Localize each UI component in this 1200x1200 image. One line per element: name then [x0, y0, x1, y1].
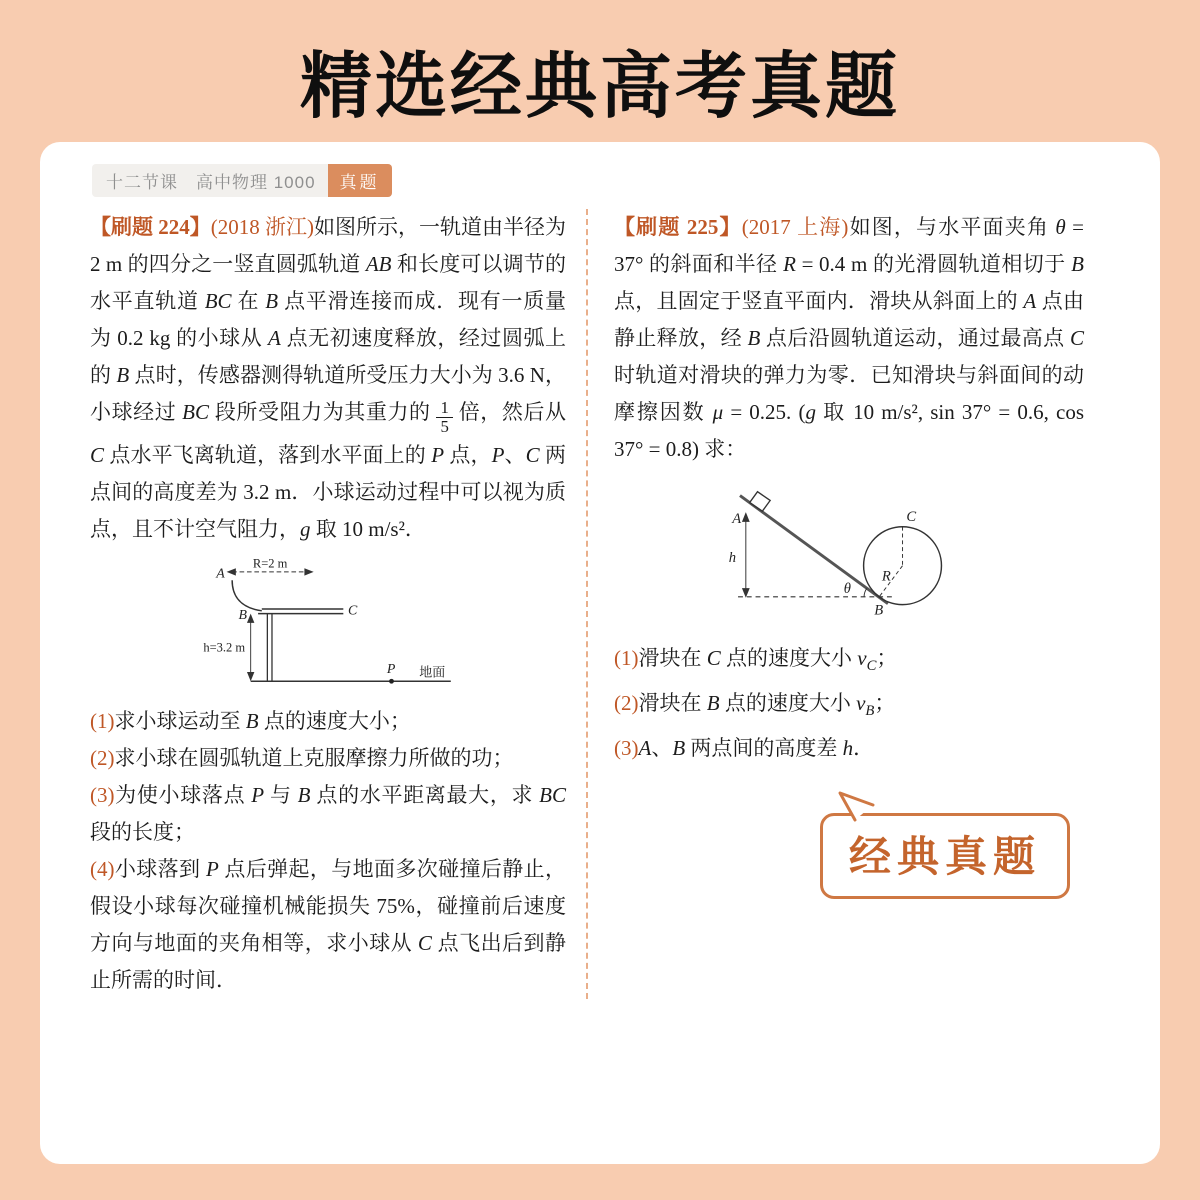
- theta-arc: [864, 588, 867, 597]
- radius-label: R=2 m: [252, 557, 287, 571]
- question-224-2: [90, 740, 566, 777]
- bubble-text: 经典真题: [848, 833, 1041, 881]
- block-icon: [750, 492, 770, 511]
- problem-224-section: [90, 209, 586, 999]
- point-c-label: C: [347, 603, 357, 619]
- question-text: 滑块在 B 点的速度大小 $v_B$；: [638, 691, 896, 720]
- question-225-3: [614, 730, 1084, 767]
- radius-arrow-right-icon: [304, 568, 313, 575]
- classic-question-bubble: [820, 813, 1070, 899]
- point-a-label: A: [732, 510, 742, 527]
- problem-224-body: 如图所示，一轨道由半径为 2 m 的四分之一竖直圆弧轨道 AB 和长度可以调节的水平直轨道 BC 在 B 点平滑连接而成．现有一质量为 0.2 kg 的小球从 A 点无初速度释放，经过圆弧上的 B 点时，传感器测得轨道所受压力大小为 3.6 N，小球经过 BC 段所受阻力为其重力的 $\frac{1}{5}$ 倍，然后从 C 点水平飞离轨道，落到水平面上的 P 点，P、C 两点间的高度差为 3.2 m．小球运动过程中可以视为质点，且不计空气阻力，g 取 10 m/s²．: [90, 215, 567, 541]
- question-number: (3): [614, 736, 639, 761]
- question-text: 求小球在圆弧轨道上克服摩擦力所做的功；: [114, 745, 514, 770]
- incline-diagram: [703, 480, 995, 628]
- question-number: (1): [90, 708, 115, 733]
- point-b-label: B: [237, 608, 247, 624]
- series-badge: 真题: [328, 164, 392, 197]
- problem-225-source: (2017 上海): [741, 215, 849, 239]
- problem-225-paragraph: [614, 209, 1084, 468]
- question-number: (1): [614, 646, 639, 670]
- question-225-1: [614, 640, 1084, 685]
- question-text: 小球落到 P 点后弹起，与地面多次碰撞后静止，假设小球每次碰撞机械能损失 75%，碰撞前后速度方向与地面的夹角相等，求小球从 C 点飞出后到静止所需的时间．: [90, 856, 567, 992]
- question-text: 滑块在 C 点的速度大小 $v_C$；: [638, 646, 898, 675]
- bubble-tail-icon: [837, 790, 877, 822]
- point-b-label: B: [874, 602, 884, 619]
- question-224-1: [90, 703, 566, 740]
- ground-label: 地面: [418, 664, 445, 680]
- problem-224-label: 【刷题 224】: [90, 215, 211, 239]
- content-panel: [40, 142, 1160, 1164]
- figure-224-wrap: [90, 558, 566, 697]
- problem-225-label: 【刷题 225】: [614, 215, 742, 239]
- question-225-2: [614, 685, 1084, 730]
- problem-224-source: (2018 浙江): [210, 215, 314, 239]
- problem-224-paragraph: [90, 209, 566, 548]
- radius-arrow-left-icon: [226, 568, 235, 575]
- series-tagbar: [92, 164, 392, 197]
- question-224-4: [90, 851, 566, 999]
- height-arrow-up-icon: [246, 614, 253, 623]
- figure-225-wrap: [614, 480, 1084, 628]
- height-arrow-up-icon: [742, 512, 750, 522]
- page-title: 精选经典高考真题: [299, 47, 900, 127]
- question-number: (2): [614, 691, 639, 716]
- question-number: (2): [90, 745, 115, 770]
- question-number: (4): [90, 856, 115, 881]
- question-224-3: [90, 777, 566, 851]
- radius-label: R: [881, 568, 891, 585]
- point-p-label: P: [386, 661, 395, 677]
- series-label: 十二节课 高中物理 1000: [92, 164, 328, 197]
- height-label: h=3.2 m: [202, 640, 245, 655]
- question-number: (3): [90, 782, 115, 807]
- height-arrow-down-icon: [246, 672, 253, 681]
- problem-225-body: 如图，与水平面夹角 θ = 37° 的斜面和半径 R = 0.4 m 的光滑圆轨道相切于 B 点，且固定于竖直平面内．滑块从斜面上的 A 点由静止释放，经 B 点后沿圆轨道运动，通过最高点 C 时轨道对滑块的弹力为零．已知滑块与斜面间的动摩擦因数 μ = 0.25. (g 取 10 m/s², sin 37° = 0.6, cos 37° = 0.8) 求：: [614, 215, 1085, 461]
- point-p-dot: [389, 679, 394, 684]
- question-text: 为使小球落点 P 与 B 点的水平距离最大，求 BC 段的长度；: [90, 782, 567, 844]
- two-column-content: [40, 197, 1160, 999]
- point-a-label: A: [215, 566, 225, 582]
- question-text: A、B 两点间的高度差 h．: [638, 736, 875, 761]
- height-label: h: [728, 549, 737, 566]
- question-text: 求小球运动至 B 点的速度大小；: [114, 708, 411, 733]
- arc-track: [232, 580, 262, 611]
- theta-label: θ: [843, 580, 851, 597]
- track-diagram: [171, 558, 486, 697]
- problem-225-section: [588, 209, 1084, 999]
- point-c-label: C: [906, 508, 917, 525]
